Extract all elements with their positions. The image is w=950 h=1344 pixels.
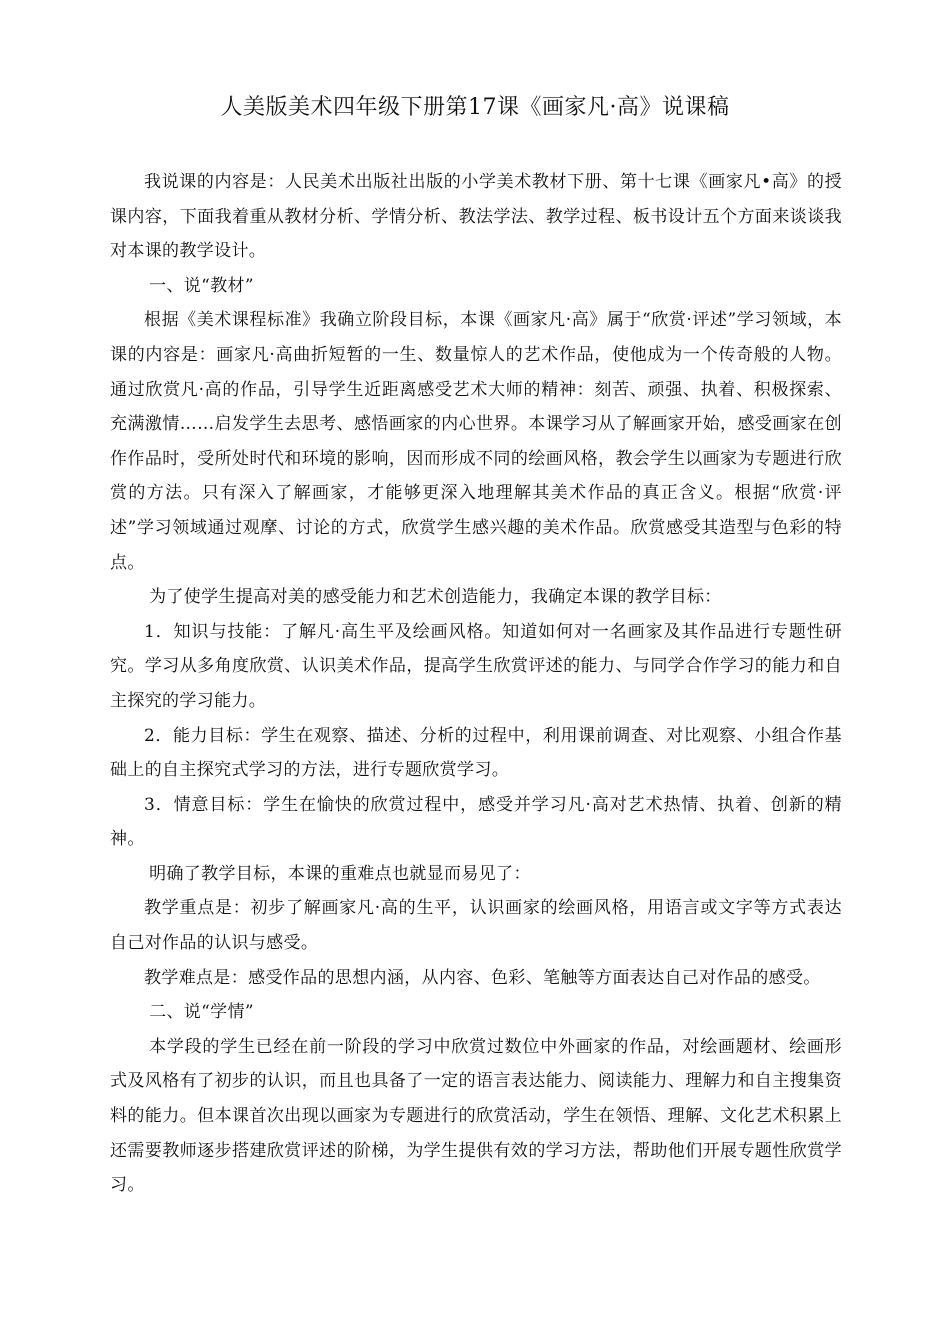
paragraph-objectives-intro: 为了使学生提高对美的感受能力和艺术创造能力，我确定本课的教学目标： [149, 587, 722, 608]
paragraph-teaching-focus: 教学重点是：初步了解画家凡·高的生平，认识画家的绘画风格，用语言或文字等方式表达自己对作品的认识与感受。 [110, 898, 842, 954]
paragraph-teaching-difficulty: 教学难点是：感受作品的思想内涵，从内容、色彩、笔触等方面表达自己对作品的感受。 [144, 967, 821, 988]
section-heading-learners: 二、说“学情” [149, 1002, 254, 1023]
document-title: 人美版美术四年级下册第17课《画家凡·高》说课稿 [220, 95, 730, 120]
paragraph-learner-analysis: 本学段的学生已经在前一阶段的学习中欣赏过数位中外画家的作品，对绘画题材、绘画形式及风格有了初步的认识，而且也具备了一定的语言表达能力、阅读能力、理解力和自主搜集资料的能力。但本课首次出现以画家为专题进行的欣赏活动，学生在领悟、理解、文化艺术积累上还需要教师逐步搭建欣赏评述的阶梯，为学生提供有效的学习方法，帮助他们开展专题性欣赏学习。 [110, 1036, 842, 1196]
paragraph-textbook-analysis: 根据《美术课程标准》我确立阶段目标，本课《画家凡·高》属于“欣赏·评述”学习领域，本课的内容是：画家凡·高曲折短暂的一生、数量惊人的艺术作品，使他成为一个传奇般的人物。通过欣赏凡·高的作品，引导学生近距离感受艺术大师的精神：刻苦、顽强、执着、积极探索、充满激情……启发学生去思考、感悟画家的内心世界。本课学习从了解画家开始，感受画家在创作作品时，受所处时代和环境的影响，因而形成不同的绘画风格，教会学生以画家为专题进行欣赏的方法。只有深入了解画家，才能够更深入地理解其美术作品的真正含义。根据“欣赏·评述”学习领域通过观摩、讨论的方式，欣赏学生感兴趣的美术作品。欣赏感受其造型与色彩的特点。 [110, 310, 842, 573]
paragraph-objective-ability: 2．能力目标：学生在观察、描述、分析的过程中，利用课前调查、对比观察、小组合作基础上的自主探究式学习的方法，进行专题欣赏学习。 [110, 725, 842, 781]
paragraph-objective-knowledge: 1．知识与技能：了解凡·高生平及绘画风格。知道如何对一名画家及其作品进行专题性研究。学习从多角度欣赏、认识美术作品，提高学生欣赏评述的能力、与同学合作学习的能力和自主探究的学习能力。 [110, 621, 842, 711]
document-body [110, 165, 842, 1203]
section-heading-textbook: 一、说“教材” [149, 275, 254, 296]
paragraph-objective-emotion: 3．情意目标：学生在愉快的欣赏过程中，感受并学习凡·高对艺术热情、执着、创新的精神。 [110, 794, 842, 850]
paragraph-key-points-intro: 明确了教学目标，本课的重难点也就显而易见了： [149, 863, 531, 884]
paragraph-intro: 我说课的内容是：人民美术出版社出版的小学美术教材下册、第十七课《画家凡•高》的授课内容，下面我着重从教材分析、学情分析、教法学法、教学过程、板书设计五个方面来谈谈我对本课的教学设计。 [110, 172, 842, 262]
